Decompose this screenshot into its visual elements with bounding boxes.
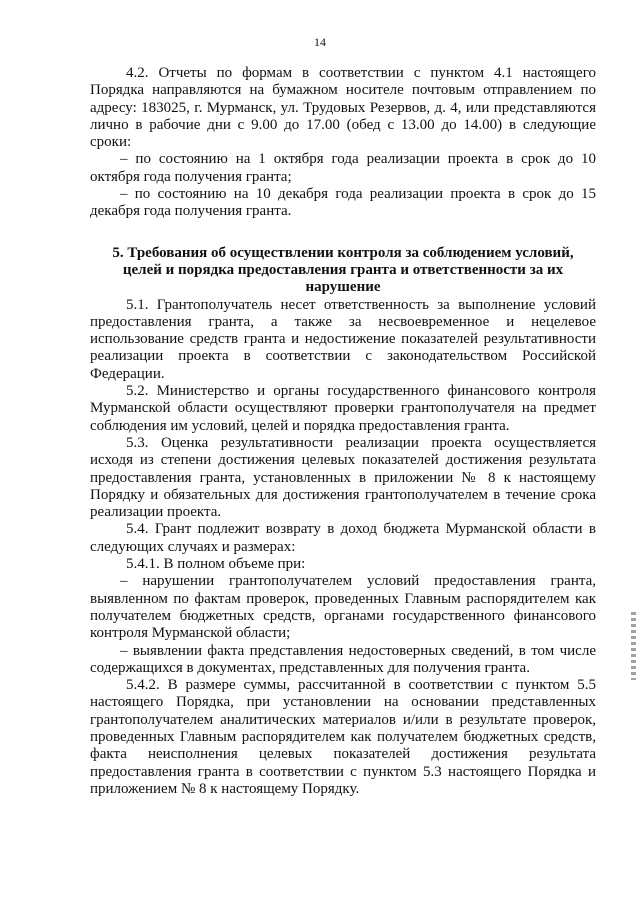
deadline-item-october: – по состоянию на 1 октября года реализации проекта в срок до 10 октября года получения гранта; <box>90 151 596 185</box>
refund-case-violation: – нарушении грантополучателем условий предоставления гранта, выявленном по фактам проверок, проведенных Главным распорядителем как получателем бюджетных средств, органами государственного финансового контроля Мурманской области; <box>90 573 596 642</box>
paragraph-4-2: 4.2. Отчеты по формам в соответствии с пунктом 4.1 настоящего Порядка направляются на бумажном носителе почтовым отправлением по адресу: 183025, г. Мурманск, ул. Трудовых Резервов, д. 4, или представляются лично в рабочие дни с 9.00 до 17.00 (обед с 13.00 до 14.00) в следующие сроки: <box>90 65 596 151</box>
paragraph-5-3: 5.3. Оценка результативности реализации проекта осуществляется исходя из степени достижения целевых показателей достижения результата предоставления гранта, установленных в приложении № 8 к настоящему Порядку и обязательных для достижения грантополучателем в течение срока реализации проекта. <box>90 434 596 521</box>
scan-edge-mark <box>631 612 636 680</box>
refund-case-false-info: – выявлении факта представления недостоверных сведений, в том числе содержащихся в документах, представленных для получения гранта. <box>90 642 596 676</box>
deadline-item-december: – по состоянию на 10 декабря года реализации проекта в срок до 15 декабря года получения гранта. <box>90 186 596 220</box>
paragraph-5-4-1: 5.4.1. В полном объеме при: <box>126 556 306 573</box>
paragraph-5-4: 5.4. Грант подлежит возврату в доход бюджета Мурманской области в следующих случаях и размерах: <box>90 521 596 555</box>
page-number: 14 <box>314 35 326 49</box>
paragraph-5-2: 5.2. Министерство и органы государственного финансового контроля Мурманской области осуществляют проверки грантополучателя на предмет соблюдения им условий, целей и порядка предоставления гранта. <box>90 383 596 434</box>
paragraph-5-1: 5.1. Грантополучатель несет ответственность за выполнение условий предоставления гранта, а также за несвоевременное и нецелевое использование средств гранта и недостижение показателей результативности реализации проекта в соответствии с законодательством Российской Федерации. <box>90 296 596 382</box>
document-body <box>90 65 596 798</box>
paragraph-5-4-2: 5.4.2. В размере суммы, рассчитанной в соответствии с пунктом 5.5 настоящего Порядка, при установлении на основании представленных грантополучателем аналитических материалов и/или в результате проверок, проведенных Главным распорядителем как получателем бюджетных средств, факта неисполнения целевых показателей достижения результата предоставления гранта в соответствии с пунктом 5.3 настоящего Порядка и приложением № 8 к настоящему Порядку. <box>90 677 596 797</box>
section-5-heading: 5. Требования об осуществлении контроля за соблюдением условий, целей и порядка предоставления гранта и ответственности за их нарушение <box>112 244 574 296</box>
